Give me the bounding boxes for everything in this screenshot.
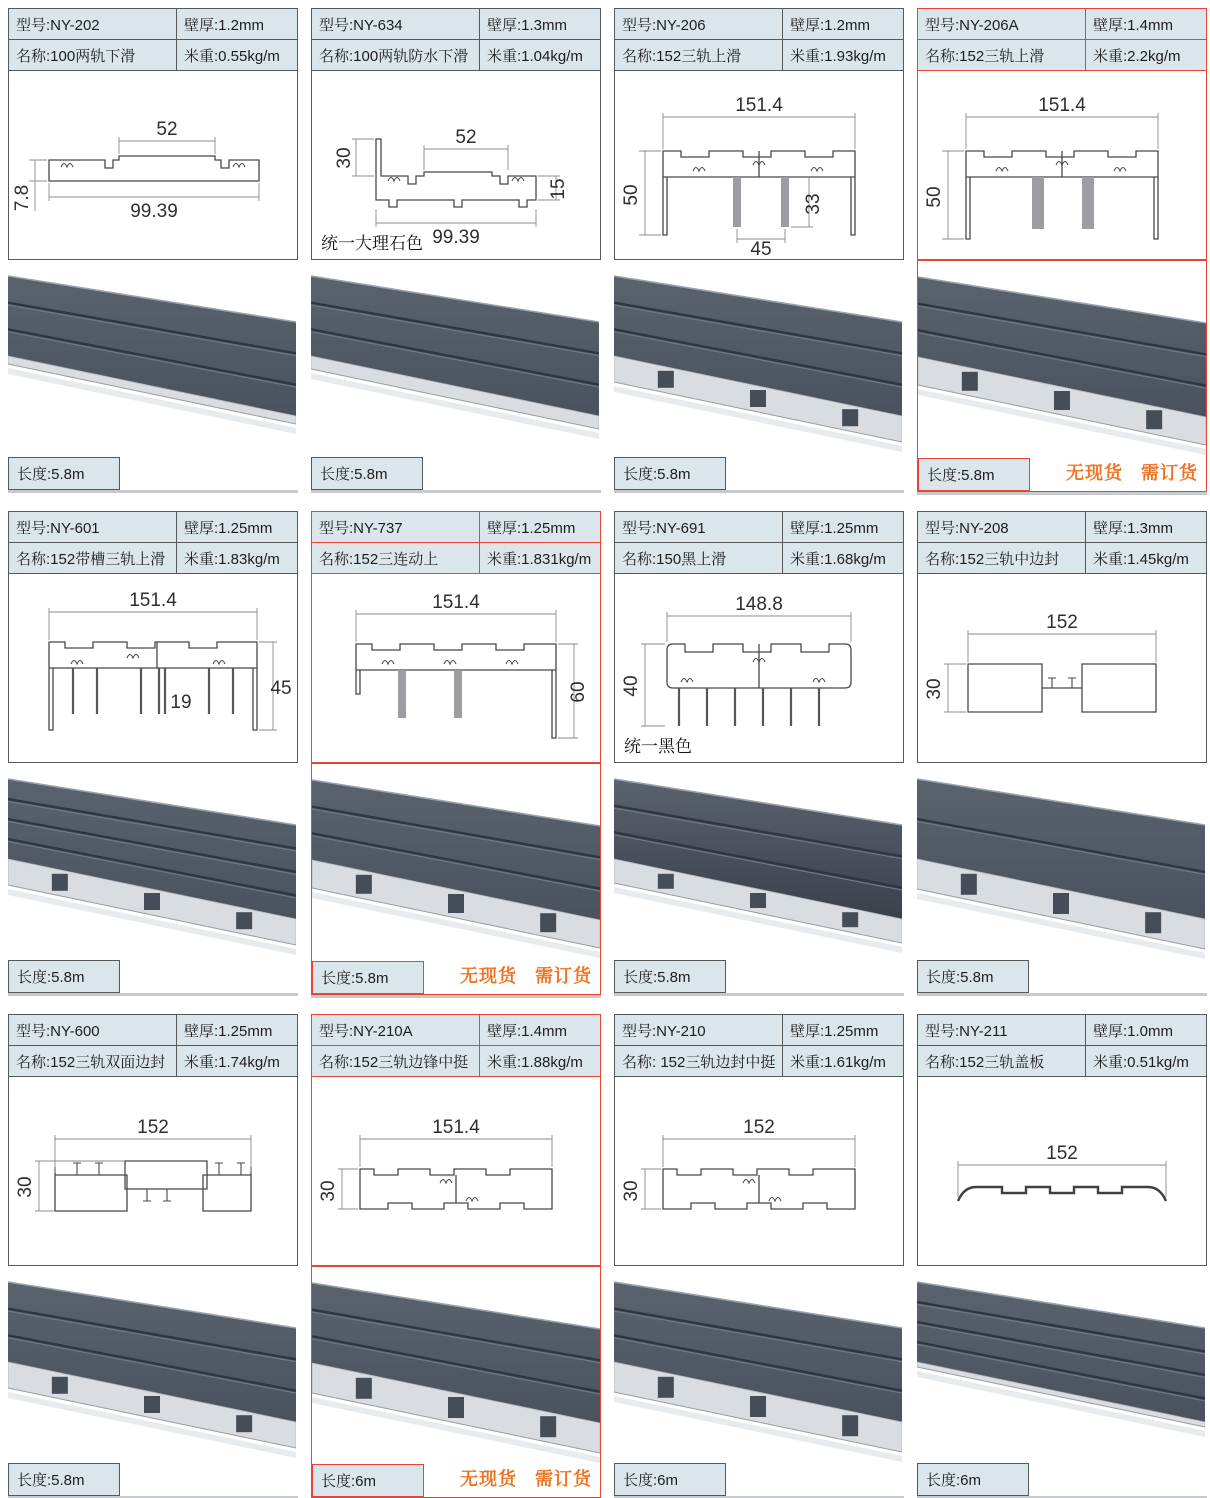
meter-weight-cell: 米重:1.68kg/m <box>782 542 904 573</box>
profile-photo <box>614 763 904 960</box>
flag-no-stock: 无现货 <box>460 1469 517 1489</box>
product-name-cell: 名称:152三连动上 <box>311 542 479 573</box>
model-cell: 型号:NY-208 <box>917 511 1085 542</box>
meter-weight-cell: 米重:1.831kg/m <box>479 542 601 573</box>
cross-section-drawing <box>917 70 1207 260</box>
length-badge: 长度:5.8m <box>8 457 120 490</box>
cross-section-drawing <box>8 70 298 260</box>
color-note: 统一大理石色 <box>321 234 423 253</box>
dimension-label: 148.8 <box>735 594 783 615</box>
photo-section <box>917 1266 1207 1496</box>
product-card-ny-208 <box>917 511 1207 995</box>
product-name-cell: 名称:152三轨盖板 <box>917 1045 1085 1076</box>
product-card-ny-210a <box>311 1014 601 1498</box>
product-name-cell: 名称:100两轨下滑 <box>8 39 176 70</box>
dimension-label: 50 <box>924 186 945 208</box>
wall-thickness-cell: 壁厚:1.4mm <box>479 1014 601 1045</box>
model-cell: 型号:NY-737 <box>311 511 479 542</box>
meter-weight-cell: 米重:1.74kg/m <box>176 1045 298 1076</box>
length-badge: 长度:6m <box>312 1464 424 1497</box>
product-card-ny-634 <box>311 8 601 492</box>
wall-thickness-cell: 壁厚:1.3mm <box>1085 511 1207 542</box>
profile-photo <box>8 260 298 457</box>
length-badge: 长度:5.8m <box>614 960 726 993</box>
cross-section-drawing <box>8 573 298 763</box>
cross-section-drawing <box>311 573 601 763</box>
dimension-label: 151.4 <box>1038 95 1086 116</box>
meter-weight-cell: 米重:1.45kg/m <box>1085 542 1207 573</box>
product-card-ny-211 <box>917 1014 1207 1498</box>
product-name-cell: 名称:100两轨防水下滑 <box>311 39 479 70</box>
profile-photo <box>312 1267 600 1464</box>
product-card-ny-210 <box>614 1014 904 1498</box>
stock-flag <box>460 962 592 988</box>
cross-section-drawing <box>614 70 904 260</box>
photo-section <box>614 260 904 490</box>
dimension-label: 45 <box>750 239 772 259</box>
product-card-ny-691 <box>614 511 904 995</box>
flag-no-stock: 无现货 <box>1066 463 1123 483</box>
cross-section-drawing <box>917 573 1207 763</box>
profile-photo <box>918 261 1206 458</box>
photo-section <box>8 763 298 993</box>
product-name-cell: 名称:152三轨上滑 <box>917 39 1085 70</box>
model-cell: 型号:NY-634 <box>311 8 479 39</box>
meter-weight-cell: 米重:1.04kg/m <box>479 39 601 70</box>
model-cell: 型号:NY-211 <box>917 1014 1085 1045</box>
dimension-label: 151.4 <box>735 95 783 116</box>
dimension-label: 152 <box>743 1117 775 1138</box>
dimension-label: 99.39 <box>130 201 178 222</box>
profile-photo <box>614 260 904 457</box>
wall-thickness-cell: 壁厚:1.4mm <box>1085 8 1207 39</box>
profile-photo <box>614 1266 904 1463</box>
wall-thickness-cell: 壁厚:1.2mm <box>176 8 298 39</box>
flag-need-order: 需订货 <box>535 1469 592 1489</box>
dimension-label: 151.4 <box>432 1117 480 1138</box>
photo-section <box>614 763 904 993</box>
photo-section <box>311 260 601 490</box>
model-cell: 型号:NY-202 <box>8 8 176 39</box>
cross-section-drawing <box>614 1076 904 1266</box>
dimension-label: 50 <box>621 184 642 206</box>
wall-thickness-cell: 壁厚:1.3mm <box>479 8 601 39</box>
model-cell: 型号:NY-601 <box>8 511 176 542</box>
meter-weight-cell: 米重:2.2kg/m <box>1085 39 1207 70</box>
dimension-label: 152 <box>137 1117 169 1138</box>
dimension-label: 52 <box>455 127 477 148</box>
profile-photo <box>8 763 298 960</box>
cross-section-drawing <box>311 70 601 260</box>
dimension-label: 30 <box>334 147 355 169</box>
stock-flag <box>460 1465 592 1491</box>
flag-need-order: 需订货 <box>535 966 592 986</box>
dimension-label: 152 <box>1046 612 1078 633</box>
product-name-cell: 名称:152三轨中边封 <box>917 542 1085 573</box>
dimension-label: 151.4 <box>129 590 177 611</box>
dimension-label: 99.39 <box>432 227 480 248</box>
photo-section <box>311 763 601 995</box>
length-badge: 长度:5.8m <box>8 960 120 993</box>
wall-thickness-cell: 壁厚:1.0mm <box>1085 1014 1207 1045</box>
length-badge: 长度:5.8m <box>312 961 424 994</box>
wall-thickness-cell: 壁厚:1.25mm <box>176 511 298 542</box>
dimension-label: 152 <box>1046 1143 1078 1164</box>
dimension-label: 30 <box>621 1180 642 1202</box>
profile-grid <box>8 8 1207 1498</box>
photo-section <box>311 1266 601 1498</box>
length-badge: 长度:5.8m <box>614 457 726 490</box>
dimension-label: 52 <box>156 119 178 140</box>
color-note: 统一黑色 <box>624 737 692 756</box>
dimension-label: 30 <box>318 1180 339 1202</box>
product-card-ny-206a <box>917 8 1207 492</box>
model-cell: 型号:NY-206A <box>917 8 1085 39</box>
profile-photo <box>312 764 600 961</box>
product-name-cell: 名称:152三轨双面边封 <box>8 1045 176 1076</box>
model-cell: 型号:NY-210A <box>311 1014 479 1045</box>
photo-section <box>614 1266 904 1496</box>
profile-photo <box>917 763 1207 960</box>
cross-section-drawing <box>917 1076 1207 1266</box>
profile-photo <box>8 1266 298 1463</box>
dimension-label: 15 <box>548 178 569 200</box>
photo-section <box>917 260 1207 492</box>
stock-flag <box>1066 459 1198 485</box>
dimension-label: 60 <box>568 681 589 703</box>
flag-need-order: 需订货 <box>1141 463 1198 483</box>
product-card-ny-600 <box>8 1014 298 1498</box>
meter-weight-cell: 米重:1.88kg/m <box>479 1045 601 1076</box>
product-card-ny-737 <box>311 511 601 995</box>
model-cell: 型号:NY-210 <box>614 1014 782 1045</box>
length-badge: 长度:5.8m <box>311 457 423 490</box>
meter-weight-cell: 米重:1.61kg/m <box>782 1045 904 1076</box>
cross-section-drawing <box>8 1076 298 1266</box>
product-name-cell: 名称:150黑上滑 <box>614 542 782 573</box>
product-card-ny-206 <box>614 8 904 492</box>
profile-photo <box>917 1266 1207 1463</box>
meter-weight-cell: 米重:0.51kg/m <box>1085 1045 1207 1076</box>
product-card-ny-601 <box>8 511 298 995</box>
product-name-cell: 名称: 152三轨边封中挺 <box>614 1045 782 1076</box>
cross-section-drawing <box>311 1076 601 1266</box>
length-badge: 长度:5.8m <box>917 960 1029 993</box>
product-card-ny-202 <box>8 8 298 492</box>
length-badge: 长度:5.8m <box>918 458 1030 491</box>
meter-weight-cell: 米重:0.55kg/m <box>176 39 298 70</box>
wall-thickness-cell: 壁厚:1.25mm <box>782 511 904 542</box>
photo-section <box>917 763 1207 993</box>
photo-section <box>8 1266 298 1496</box>
model-cell: 型号:NY-600 <box>8 1014 176 1045</box>
photo-section <box>8 260 298 490</box>
length-badge: 长度:6m <box>917 1463 1029 1496</box>
dimension-label: 7.8 <box>12 184 33 212</box>
meter-weight-cell: 米重:1.83kg/m <box>176 542 298 573</box>
product-name-cell: 名称:152三轨上滑 <box>614 39 782 70</box>
wall-thickness-cell: 壁厚:1.25mm <box>782 1014 904 1045</box>
dimension-label: 151.4 <box>432 592 480 613</box>
profile-photo <box>311 260 601 457</box>
model-cell: 型号:NY-206 <box>614 8 782 39</box>
wall-thickness-cell: 壁厚:1.2mm <box>782 8 904 39</box>
dimension-label: 19 <box>170 692 192 713</box>
dimension-label: 30 <box>924 678 945 700</box>
wall-thickness-cell: 壁厚:1.25mm <box>479 511 601 542</box>
cross-section-drawing <box>614 573 904 763</box>
product-name-cell: 名称:152带槽三轨上滑 <box>8 542 176 573</box>
meter-weight-cell: 米重:1.93kg/m <box>782 39 904 70</box>
dimension-label: 40 <box>621 675 642 697</box>
length-badge: 长度:5.8m <box>8 1463 120 1496</box>
dimension-label: 33 <box>803 193 824 215</box>
product-name-cell: 名称:152三轨边锋中挺 <box>311 1045 479 1076</box>
length-badge: 长度:6m <box>614 1463 726 1496</box>
wall-thickness-cell: 壁厚:1.25mm <box>176 1014 298 1045</box>
dimension-label: 45 <box>270 678 292 699</box>
model-cell: 型号:NY-691 <box>614 511 782 542</box>
dimension-label: 30 <box>15 1176 36 1198</box>
flag-no-stock: 无现货 <box>460 966 517 986</box>
